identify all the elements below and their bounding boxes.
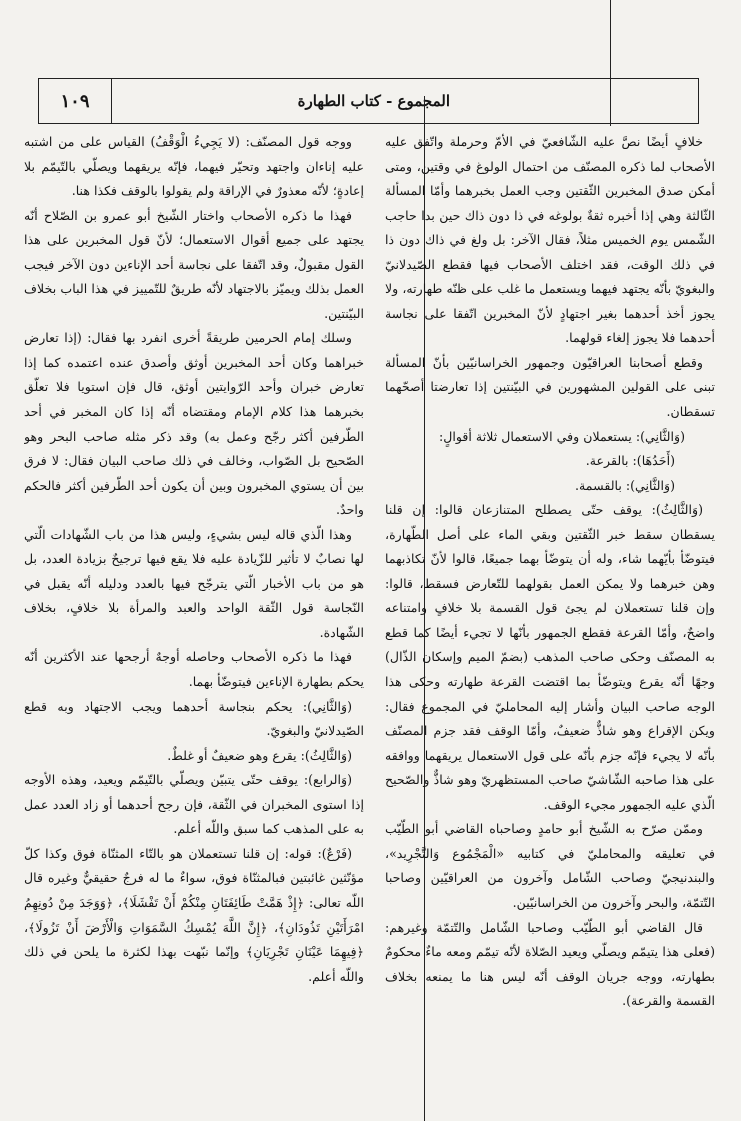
paragraph: (وَالثَّانِي): يستعملان وفي الاستعمال ثلاثة أقوالٍ: xyxy=(439,428,685,444)
list-item: (أَحَدُهَا): بالقرعة. xyxy=(585,453,675,469)
paragraph: وقطع أصحابنا العراقيّون وجمهور الخراسانيّين بأنّ المسألة تبنى على القولين المشهورين في البيّنتين إذا تعارضتا أصحّهما تسقطان. xyxy=(385,354,715,420)
paragraph: (وَالثَّالِثُ): يوقف حتّى يصطلح المتنازعان قالوا: إن قلنا يسقطان سقط خبر الثّقتين وبقي الماء على أصل الطّهارة، فيتوضّأ بأيّهما شاء، وله أن يتوضّأ بهما جميعًا، قالوا لأنّ تكاذبهما وهن خبرهما ولا يمكن العمل بقولهما للتّعارض فسقط، قالوا: وإن قلنا تستعملان لم يجئ قول القسمة بلا خلافٍ وامتناعه واضحٌ، وأمّا القرعة فقطع الجمهور بأنّها لا تجيء أيضًا كما قطع به المصنّف وحكى صاحب المذهب (بضمّ الميم وإسكان الذّال) وجهًا أنّه يقرع ويتوضّأ بما اقتضت القرعة طهارته وحكى هذا الوجه صاحب البيان وأشار إليه المحامليّ في المجموع فقال: ويكن الإقراع وهو شاذٌّ ضعيفٌ، وأمّا الوقف فقد جزم المصنّف بأنّه لا يجيء فإنّه جزم بأنّه على قول الاستعمال يريقهما ووافقه على هذا صاحبه الشّاشيّ صاحب المستظهريّ وهو شاذٌّ والصّحيح الّذي عليه الجمهور مجيء الوقف. xyxy=(385,502,715,812)
paragraph: وهذا الّذي قاله ليس بشيءٍ، وليس هذا من باب الشّهادات الّتي لها نصابٌ لا تأثير للزّيادة عليه فلا يقع فيها ترجيحٌ بزيادة العدد، بل هو من باب الأخبار الّتي يترجّح فيها بالعدد ودليله أنّه يقبل في النّجاسة قول الثّقة الواحد والعبد والمرأة بلا خلافٍ، بخلاف الشّهادة. xyxy=(24,526,364,640)
right-column xyxy=(385,130,715,1105)
list-item: (وَالثَّانِي): بالقسمة. xyxy=(575,477,675,493)
running-title: المجموع - كتاب الطهارة xyxy=(297,92,450,110)
header-divider xyxy=(111,79,112,123)
page-header xyxy=(38,78,699,124)
paragraph: (وَالرابع): يوقف حتّى يتبيّن ويصلّي بالتّيمّم ويعيد، وهذه الأوجه إذا استوى المخبران في الثّقة، فإن رجح أحدهما أو زاد العدد عمل به على المذهب كما سبق واللّه أعلم. xyxy=(24,772,364,837)
paragraph: قال القاضي أبو الطّيّب وصاحبا الشّامل والتّتمّة وغيرهم: (فعلى هذا يتيمّم ويصلّي ويعيد الصّلاة لأنّه تيمّم ومعه ماءٌ محكومٌ بطهارته، ووجه جريان الوقف أنّه ليس هنا ما يمنعه بخلاف القسمة والقرعة). xyxy=(385,919,715,1009)
left-column xyxy=(24,130,364,1105)
paragraph: فهذا ما ذكره الأصحاب وحاصله أوجهٌ أرجحها عند الأكثرين أنّه يحكم بطهارة الإناءين فيتوضّأ بهما. xyxy=(24,649,364,690)
paragraph: ووجه قول المصنّف: (لا يَجِيءُ الْوَقْفُ) القياس على من اشتبه عليه إناءان واجتهد وتحيّر فيهما، فإنّه يريقهما ويصلّي بالتّيمّم بلا إعادةٍ؛ لأنّه معذورٌ في الإراقة ولم يقولوا بالوقف فكذا هنا. xyxy=(24,134,364,199)
paragraph: فهذا ما ذكره الأصحاب واختار الشّيخ أبو عمرو بن الصّلاح أنّه يجتهد على جميع أقوال الاستعمال؛ لأنّ قول المخبرين على هذا القول مقبولٌ، وقد اتّفقا على نجاسة أحد الإناءين دون الآخر فيجب العمل بذلك ويميّز بالاجتهاد لأنّه طريقٌ للتّمييز في هذا الباب بخلاف البيّنتين. xyxy=(24,207,364,321)
paragraph: (فَرْعٌ): قوله: إن قلنا تستعملان هو بالتّاء المثنّاة فوق وكذا كلّ مؤنّثين غائبتين فبالمثنّاة فوق، سواءٌ ما له فرجٌ حقيقيٌّ وغيره قال اللّه تعالى: ﴿إِذْ هَمَّتْ طَائِفَتَانِ مِنْكُمْ أَنْ تَفْشَلَا﴾، ﴿وَوَجَدَ مِنْ دُونِهِمُ امْرَأَتَيْنِ تَذُودَانِ﴾، ﴿إِنَّ اللَّهَ يُمْسِكُ السَّمَوَاتِ وَالْأَرْضَ أَنْ تَزُولَا﴾، ﴿فِيهِمَا عَيْنَانِ تَجْرِيَانِ﴾ وإنّما نبّهت بهذا لكثرة ما يلحن في ذلك واللّه أعلم. xyxy=(24,845,364,984)
paragraph: وممّن صرّح به الشّيخ أبو حامدٍ وصاحباه القاضي أبو الطّيّب في تعليقه والمحامليّ في كتابيه «الْمَجْمُوع وَالتَّجْرِيد»، والبندنيجيّ وصاحب الشّامل وآخرون من العراقيّين وصاحبا التّتمّة، والبحر وآخرون من الخراسانيّين. xyxy=(385,821,715,910)
page-number: ١٠٩ xyxy=(60,90,90,112)
paragraph: خلافٍ أيضًا نصَّ عليه الشّافعيّ في الأمّ وحرملة واتّفق عليه الأصحاب لما ذكره المصنّف من احتمال الولوغ في وقتين، ومتى أمكن صدق المخبرين الثّقتين وجب العمل بخبرهما وأمّا المسألة الثّالثة وهي إذا أخبره ثقةٌ بولوغه في ذا دون ذاك حين بدا حاجب الشّمس يوم الخميس مثلاً، فقال الآخر: بل ولغ في ذاك دون ذا في ذلك الوقت، فقد اختلف الأصحاب فيها فقطع الصّيدلانيّ والبغويّ بأنّه يجتهد فيهما ويستعمل ما غلب على ظنّه طهارته، ولا يجوز أخذ أحدهما بغير اجتهادٍ لأنّ المخبرين اتّفقا على نجاسة أحدهما فلا يجوز إلغاء قولهما. xyxy=(385,134,715,346)
paragraph: وسلك إمام الحرمين طريقةً أخرى انفرد بها فقال: (إذا تعارض خبراهما وكان أحد المخبرين أوثق وأصدق عنده اعتمده كما إذا تعارض خبران وأحد الرّوايتين أوثق، قال فإن استويا فلا تعلّق بخبرهما هذا كلام الإمام ومقتضاه أنّه إذا كان المخبر في أحد الطّرفين أكثر رجّح وعمل به) وقد ذكر مثله صاحب البحر وهو الصّحيح بل الصّواب، وخالف في ذلك صاحب البيان فقال: لا فرق بين أن يستوي المخبرون وبين أن يكون أحد الطّرفين أكثر فالحكم واحدٌ. xyxy=(24,330,364,518)
paragraph: (وَالثَّالِثُ): يقرع وهو ضعيفٌ أو غلطٌ. xyxy=(167,747,352,763)
paragraph: (وَالثَّانِي): يحكم بنجاسة أحدهما ويجب الاجتهاد وبه قطع الصّيدلانيّ والبغويّ. xyxy=(24,698,364,739)
